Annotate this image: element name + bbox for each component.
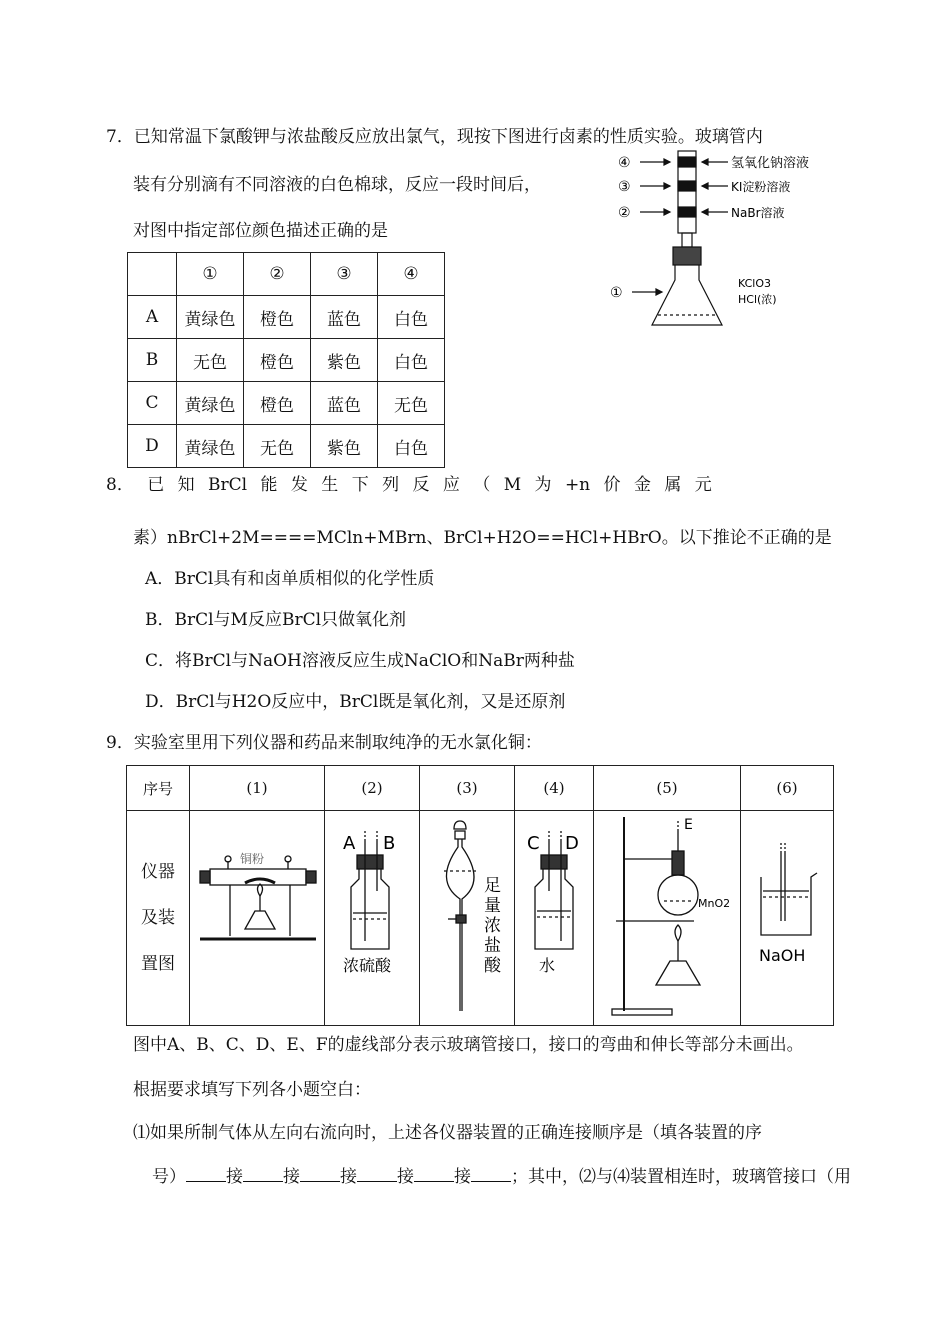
q7-cell: C xyxy=(128,382,177,425)
q7-cell: 橙色 xyxy=(244,382,311,425)
q7-cell: A xyxy=(128,296,177,339)
q7-cell: 黄绿色 xyxy=(177,425,244,468)
q9-number: (4) xyxy=(515,766,594,811)
q9-row-label xyxy=(127,811,190,1026)
label-naoh-beaker: NaOH xyxy=(759,946,806,965)
row-label-2: 及装 xyxy=(141,908,175,928)
hcl-char: 盐 xyxy=(484,936,501,956)
label-3-num: ③ xyxy=(618,179,631,195)
q8-option-d: D．BrCl与H2O反应中，BrCl既是氧化剂，又是还原剂 xyxy=(145,692,566,712)
q8-option-c: C．将BrCl与NaOH溶液反应生成NaClO和NaBr两种盐 xyxy=(145,651,575,671)
q7-cell: 白色 xyxy=(378,339,445,382)
q7-header-cell: ① xyxy=(177,253,244,296)
q7-header-cell: ④ xyxy=(378,253,445,296)
q7-apparatus-figure xyxy=(610,145,850,340)
label-1-num: ① xyxy=(610,285,623,301)
q9-line1: 9．实验室里用下列仪器和药品来制取纯净的无水氯化铜： xyxy=(106,733,542,753)
q7-cell: B xyxy=(128,339,177,382)
cotton-ball-3 xyxy=(678,181,696,191)
conn-text: 接 xyxy=(454,1167,471,1187)
conn-text: 接 xyxy=(397,1167,414,1187)
q7-cell: 蓝色 xyxy=(311,296,378,339)
q7-cell: 无色 xyxy=(378,382,445,425)
q9-number: (5) xyxy=(594,766,741,811)
q7-cell: 白色 xyxy=(378,296,445,339)
q8-option-b: B．BrCl与M反应BrCl只做氧化剂 xyxy=(145,610,407,630)
hcl-char: 足 xyxy=(484,876,501,896)
q9-sub1-line1: ⑴如果所制气体从左向右流向时，上述各仪器装置的正确连接顺序是（填各装置的序 xyxy=(133,1123,762,1143)
q7-cell: 白色 xyxy=(378,425,445,468)
answer-blank[interactable] xyxy=(414,1167,454,1182)
q7-cell: 蓝色 xyxy=(311,382,378,425)
answer-blank[interactable] xyxy=(186,1167,226,1182)
q7-header-cell: ③ xyxy=(311,253,378,296)
label-water: 水 xyxy=(539,956,556,975)
q9-apparatus-table xyxy=(126,765,834,1026)
label-c: C xyxy=(527,833,540,854)
q7-cell: 黄绿色 xyxy=(177,296,244,339)
answer-blank[interactable] xyxy=(300,1167,340,1182)
q7-cell: D xyxy=(128,425,177,468)
q7-line2: 装有分别滴有不同溶液的白色棉球，反应一段时间后， xyxy=(133,175,541,195)
conn-text: 接 xyxy=(226,1167,243,1187)
table-row xyxy=(128,339,445,382)
q9-note: 图中A、B、C、D、E、F的虚线部分表示玻璃管接口，接口的弯曲和伸长等部分未画出。 xyxy=(133,1035,804,1055)
label-a: A xyxy=(343,833,356,854)
cotton-ball-4 xyxy=(678,157,696,167)
apparatus-5 xyxy=(594,811,741,1026)
answer-blank[interactable] xyxy=(471,1167,511,1182)
q8-option-a: A．BrCl具有和卤单质相似的化学性质 xyxy=(145,569,435,589)
q9-header-label: 序号 xyxy=(127,766,190,811)
q7-line3: 对图中指定部位颜色描述正确的是 xyxy=(133,221,388,241)
apparatus-1 xyxy=(190,811,325,1026)
q9-number: (2) xyxy=(325,766,420,811)
q8-line2: 素）nBrCl+2M====MCln+MBrn、BrCl+H2O==HCl+HBrO。以下推论不正确的是 xyxy=(133,528,832,548)
q7-cell: 紫色 xyxy=(311,425,378,468)
q9-number: (3) xyxy=(420,766,515,811)
q7-cell: 黄绿色 xyxy=(177,382,244,425)
label-b: B xyxy=(383,833,396,854)
hcl-char: 浓 xyxy=(484,916,501,936)
label-hcl: HCl(浓) xyxy=(738,293,777,306)
hcl-char: 酸 xyxy=(484,956,501,976)
conn-text: 接 xyxy=(340,1167,357,1187)
label-2-num: ② xyxy=(618,205,631,221)
q7-header-cell xyxy=(128,253,177,296)
table-row xyxy=(128,425,445,468)
q9-sub1-prefix: 号） xyxy=(152,1167,186,1187)
answer-blank[interactable] xyxy=(243,1167,283,1182)
q7-cell: 无色 xyxy=(177,339,244,382)
label-e: E xyxy=(684,817,693,833)
q9-instruction: 根据要求填写下列各小题空白： xyxy=(133,1080,371,1100)
row-label-3: 置图 xyxy=(141,954,175,974)
q9-sub1-suffix: ；其中，⑵与⑷装置相连时，玻璃管接口（用 xyxy=(511,1167,851,1187)
q9-sub1-line2 xyxy=(152,1162,851,1187)
q7-answer-table xyxy=(127,252,445,468)
q7-cell: 橙色 xyxy=(244,296,311,339)
q7-line1: 7．已知常温下氯酸钾与浓盐酸反应放出氯气，现按下图进行卤素的性质实验。玻璃管内 xyxy=(106,127,763,147)
q9-number: (1) xyxy=(190,766,325,811)
apparatus-2 xyxy=(325,811,420,1026)
label-d: D xyxy=(565,833,579,854)
apparatus-4 xyxy=(515,811,594,1026)
label-mno2: MnO2 xyxy=(698,897,731,910)
row-label-1: 仪器 xyxy=(141,862,175,882)
answer-blank[interactable] xyxy=(357,1167,397,1182)
cotton-ball-2 xyxy=(678,207,696,217)
label-naoh: 氢氧化钠溶液 xyxy=(731,156,810,171)
q7-cell: 橙色 xyxy=(244,339,311,382)
label-hcl-conc xyxy=(484,876,502,976)
table-row xyxy=(128,382,445,425)
label-kclo3: KClO3 xyxy=(738,277,772,290)
label-acid: 浓硫酸 xyxy=(343,956,392,975)
label-4-num: ④ xyxy=(618,155,631,171)
copper-label: 铜粉 xyxy=(240,852,265,866)
label-ki: KI淀粉溶液 xyxy=(731,180,791,194)
apparatus-6 xyxy=(741,811,834,1026)
hcl-char: 量 xyxy=(484,896,501,916)
apparatus-3 xyxy=(420,811,515,1026)
q7-cell: 无色 xyxy=(244,425,311,468)
q8-line1: 8． 已 知 BrCl 能 发 生 下 列 反 应 （ M 为 +n 价 金 属 元 xyxy=(106,475,712,495)
q7-cell: 紫色 xyxy=(311,339,378,382)
conn-text: 接 xyxy=(283,1167,300,1187)
label-nabr: NaBr溶液 xyxy=(731,206,785,220)
q7-header-cell: ② xyxy=(244,253,311,296)
table-row xyxy=(128,296,445,339)
q9-number: (6) xyxy=(741,766,834,811)
